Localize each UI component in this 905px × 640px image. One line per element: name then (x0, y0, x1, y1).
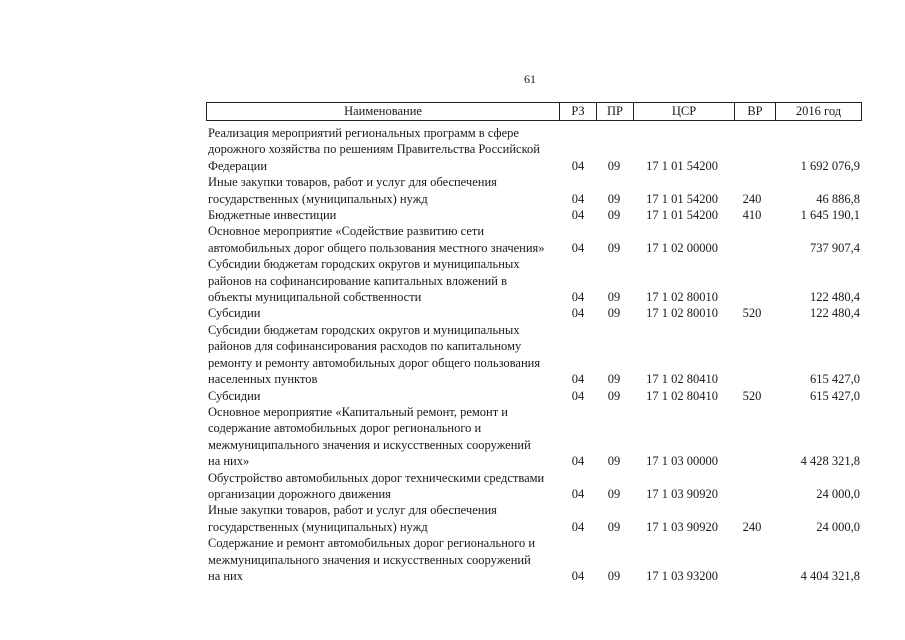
row-csr: 17 1 02 80010 (646, 290, 718, 305)
table-row (206, 125, 862, 174)
row-pr: 09 (607, 158, 621, 173)
row-pr: 09 (607, 306, 621, 321)
row-vr: 240 (742, 191, 762, 206)
row-csr: 17 1 03 00000 (646, 454, 718, 469)
row-pr: 09 (607, 191, 621, 206)
row-csr: 17 1 03 90920 (646, 519, 718, 534)
row-vr: 240 (742, 519, 762, 534)
row-vr: 520 (742, 388, 762, 403)
row-rz: 04 (571, 240, 585, 255)
row-rz: 04 (571, 519, 585, 534)
row-rz: 04 (571, 388, 585, 403)
row-sum: 615 427,0 (810, 388, 860, 403)
row-name: Бюджетные инвестиции (208, 208, 337, 223)
table-row (206, 174, 862, 207)
row-pr: 09 (607, 290, 621, 305)
header-csr: ЦСР (633, 103, 734, 120)
row-pr: 09 (607, 486, 621, 501)
row-pr: 09 (607, 208, 621, 223)
row-rz: 04 (571, 158, 585, 173)
row-rz: 04 (571, 372, 585, 387)
row-name: Субсидии (208, 306, 261, 321)
row-name: Субсидии бюджетам городских округов и муниципальных районов для софинансирования расходов по капитальному ремонту и ремонту автомобильных дорог общего пользования населенных пунктов (208, 322, 541, 387)
row-rz: 04 (571, 191, 585, 206)
row-name: Субсидии бюджетам городских округов и муниципальных районов на софинансирование капитальных вложений в объекты муниципальной собственности (208, 257, 520, 305)
table-row (206, 388, 862, 404)
row-sum: 46 886,8 (816, 191, 860, 206)
row-sum: 4 428 321,8 (800, 454, 860, 469)
row-name: Реализация мероприятий региональных программ в сфере дорожного хозяйства по решениям Правительства Российской Федерации (208, 126, 540, 173)
page-number: 61 (524, 72, 536, 86)
row-sum: 615 427,0 (810, 372, 860, 387)
table-row (206, 322, 862, 388)
table-row (206, 535, 862, 584)
row-pr: 09 (607, 372, 621, 387)
table-row (206, 404, 862, 470)
row-pr: 09 (607, 454, 621, 469)
row-rz: 04 (571, 454, 585, 469)
row-pr: 09 (607, 240, 621, 255)
row-rz: 04 (571, 290, 585, 305)
header-name: Наименование (344, 104, 422, 118)
row-name: Содержание и ремонт автомобильных дорог регионального и межмуниципального значения и искусственных сооружений на них (208, 536, 536, 583)
row-pr: 09 (607, 519, 621, 534)
row-csr: 17 1 03 90920 (646, 486, 718, 501)
row-pr: 09 (607, 568, 621, 583)
header-pr: ПР (596, 103, 633, 120)
row-rz: 04 (571, 306, 585, 321)
header-year: 2016 год (775, 103, 861, 120)
row-name: Иные закупки товаров, работ и услуг для обеспечения государственных (муниципальных) нужд (208, 503, 497, 534)
row-csr: 17 1 03 93200 (646, 568, 718, 583)
table-body (206, 121, 862, 584)
row-sum: 737 907,4 (810, 240, 860, 255)
row-csr: 17 1 02 80410 (646, 388, 718, 403)
table-row (206, 207, 862, 223)
row-csr: 17 1 02 80010 (646, 306, 718, 321)
row-sum: 1 645 190,1 (800, 208, 860, 223)
row-name: Иные закупки товаров, работ и услуг для обеспечения государственных (муниципальных) нужд (208, 175, 497, 206)
table-row (206, 502, 862, 535)
row-csr: 17 1 02 80410 (646, 372, 718, 387)
row-rz: 04 (571, 486, 585, 501)
row-sum: 122 480,4 (810, 306, 860, 321)
table-header (206, 102, 862, 121)
row-sum: 24 000,0 (816, 486, 860, 501)
row-vr: 520 (742, 306, 762, 321)
row-sum: 122 480,4 (810, 290, 860, 305)
table-row (206, 256, 862, 305)
table-row (206, 305, 862, 321)
table-row (206, 470, 862, 503)
row-name: Основное мероприятие «Капитальный ремонт, ремонт и содержание автомобильных дорог регионального и межмуниципального значения и искусственных сооружений на них» (208, 404, 531, 469)
table-row (206, 223, 862, 256)
row-csr: 17 1 01 54200 (646, 158, 718, 173)
budget-table (206, 102, 862, 584)
row-rz: 04 (571, 568, 585, 583)
row-name: Субсидии (208, 388, 261, 403)
row-sum: 4 404 321,8 (800, 568, 860, 583)
row-rz: 04 (571, 208, 585, 223)
row-csr: 17 1 01 54200 (646, 208, 718, 223)
row-vr: 410 (742, 208, 762, 223)
row-sum: 24 000,0 (816, 519, 860, 534)
header-rz: РЗ (559, 103, 596, 120)
row-pr: 09 (607, 388, 621, 403)
header-vr: ВР (734, 103, 775, 120)
row-csr: 17 1 02 00000 (646, 240, 718, 255)
row-csr: 17 1 01 54200 (646, 191, 718, 206)
row-name: Обустройство автомобильных дорог техническими средствами организации дорожного движения (208, 470, 545, 501)
row-sum: 1 692 076,9 (800, 158, 860, 173)
row-name: Основное мероприятие «Содействие развитию сети автомобильных дорог общего пользования местного значения» (208, 224, 545, 255)
